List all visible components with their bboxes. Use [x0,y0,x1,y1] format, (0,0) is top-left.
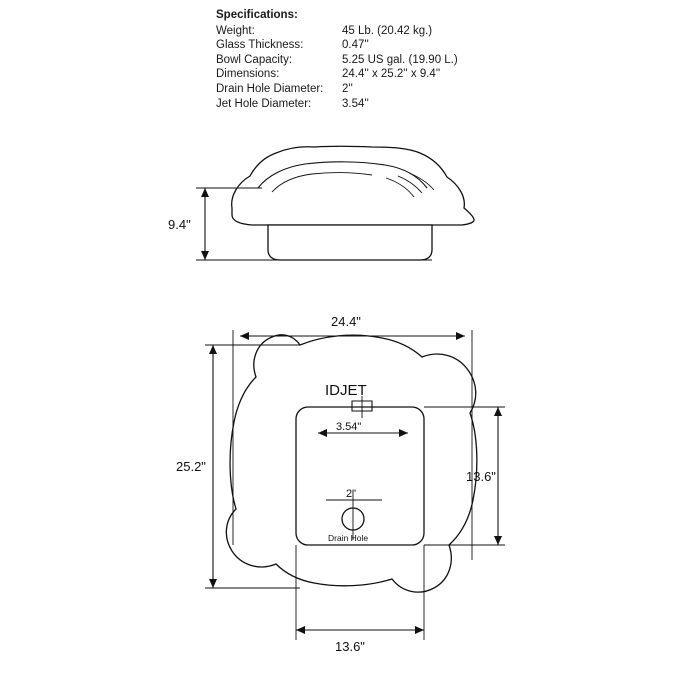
spec-label: Dimensions: [216,68,280,81]
spec-value: 0.47'' [342,39,369,52]
spec-value: 3.54'' [342,97,369,110]
spec-label: Bowl Capacity: [216,53,293,66]
spec-value: 2'' [342,82,353,95]
drain-hole-dim-label: 2" [346,488,357,500]
top-view-height-label: 25.2" [176,459,206,474]
specifications-title: Specifications: [216,9,298,21]
spec-label: Jet Hole Diameter: [216,97,312,110]
inner-width-label: 13.6" [335,639,365,654]
spec-value: 24.4'' x 25.2'' x 9.4'' [342,68,441,81]
spec-value: 45 Lb. (20.42 kg.) [342,24,433,37]
side-view-outline [232,146,474,225]
inner-height-label: 13.6" [466,469,496,484]
spec-label: Drain Hole Diameter: [216,82,324,95]
drain-hole-text-label: Drain Hole [328,533,369,543]
spec-value: 5.25 US gal. (19.90 L.) [342,53,458,66]
side-view [168,146,474,260]
top-view-width-label: 24.4" [331,314,361,329]
side-view-height-label: 9.4" [168,217,191,232]
brand-label: IDJET [325,382,367,399]
top-view [176,314,505,654]
spec-label: Weight: [216,24,255,37]
jet-hole-dim-label: 3.54" [336,421,362,433]
spec-label: Glass Thickness: [216,39,304,52]
side-view-base [268,225,432,260]
